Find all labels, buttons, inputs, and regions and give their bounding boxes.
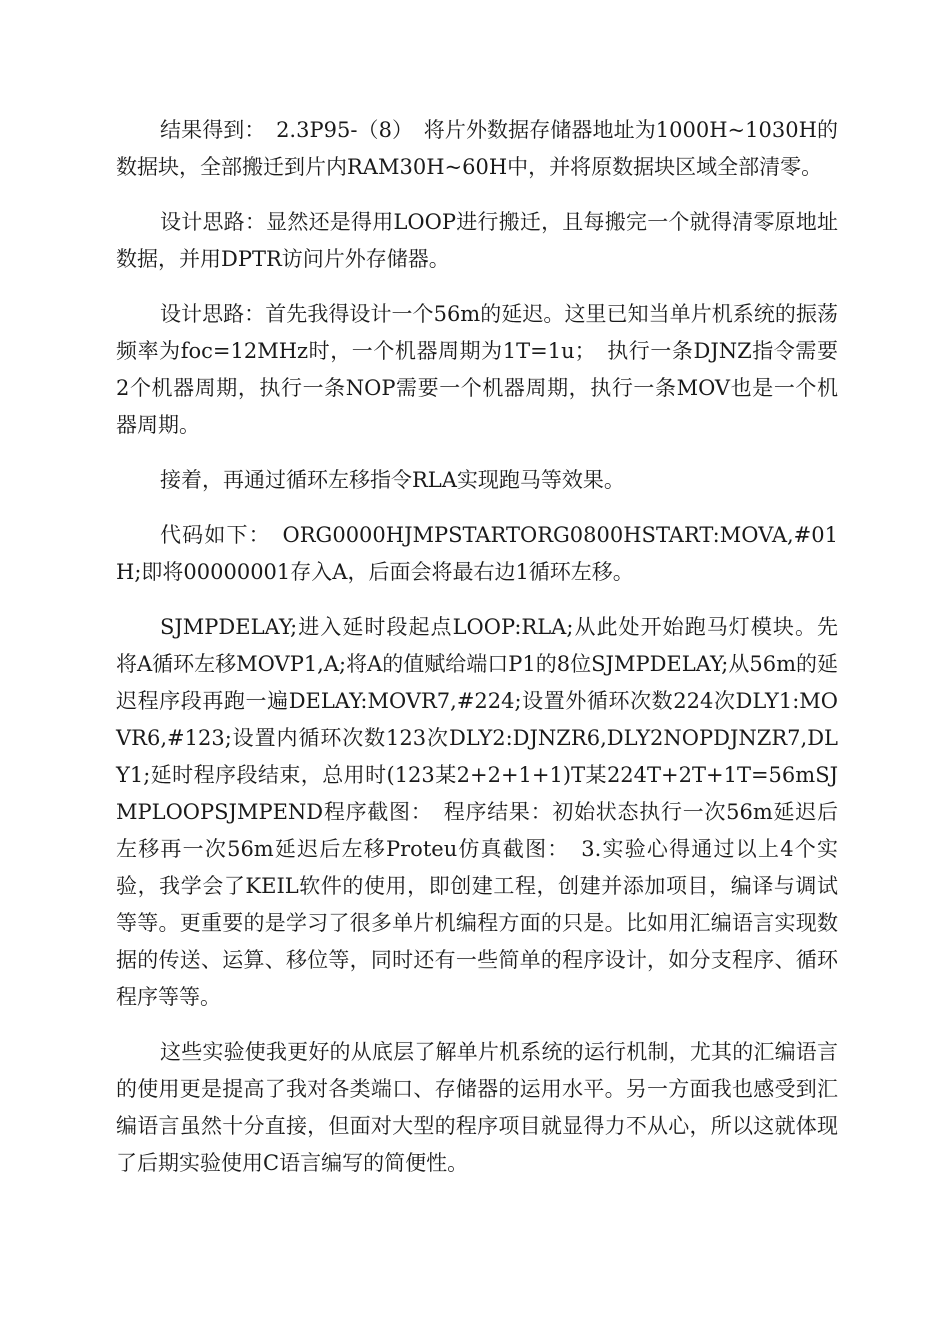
document-page <box>116 112 838 1200</box>
paragraph-rla-effect: 接着，再通过循环左移指令RLA实现跑马等效果。 <box>160 468 625 492</box>
paragraph-conclusion: 这些实验使我更好的从底层了解单片机系统的运行机制，尤其的汇编语言的使用更是提高了我对各类端口、存储器的运用水平。另一方面我也感受到汇编语言虽然十分直接，但面对大型的程序项目就显得力不从心，所以这就体现了后期实验使用C语言编写的简便性。 <box>116 1040 838 1175</box>
paragraph-result: 结果得到： 2.3P95-（8） 将片外数据存储器地址为1000H~1030H的数据块，全部搬迁到片内RAM30H~60H中，并将原数据块区域全部清零。 <box>116 118 839 179</box>
paragraph-design-idea-2: 设计思路：首先我得设计一个56m的延迟。这里已知当单片机系统的振荡频率为foc=12MHz时，一个机器周期为1T=1u； 执行一条DJNZ指令需要2个机器周期，执行一条NOP需要一个机器周期，执行一条MOV也是一个机器周期。 <box>116 302 838 437</box>
paragraph-code: 代码如下： ORG0000HJMPSTARTORG0800HSTART:MOVA,#01H;即将00000001存入A，后面会将最右边1循环左移。 <box>116 523 838 584</box>
paragraph-code-continued: SJMPDELAY;进入延时段起点LOOP:RLA;从此处开始跑马灯模块。先将A循环左移MOVP1,A;将A的值赋给端口P1的8位SJMPDELAY;从56m的延迟程序段再跑一遍DELAY:MOVR7,#224;设置外循环次数224次DLY1:MOVR6,#123;设置内循环次数123次DLY2:DJNZR6,DLY2NOPDJNZR7,DLY1;延时程序段结束，总用时(123某2+2+1+1)T某224T+2T+1T=56mSJMPLOOPSJMPEND程序截图： 程序结果：初始状态执行一次56m延迟后左移再一次56m延迟后左移Proteu仿真截图： 3.实验心得通过以上4个实验，我学会了KEIL软件的使用，即创建工程，创建并添加项目，编译与调试等等。更重要的是学习了很多单片机编程方面的只是。比如用汇编语言实现数据的传送、运算、移位等，同时还有一些简单的程序设计，如分支程序、循环程序等等。 <box>116 615 838 1009</box>
paragraph-design-idea-1: 设计思路：显然还是得用LOOP进行搬迁，且每搬完一个就得清零原地址数据，并用DPTR访问片外存储器。 <box>116 210 838 271</box>
